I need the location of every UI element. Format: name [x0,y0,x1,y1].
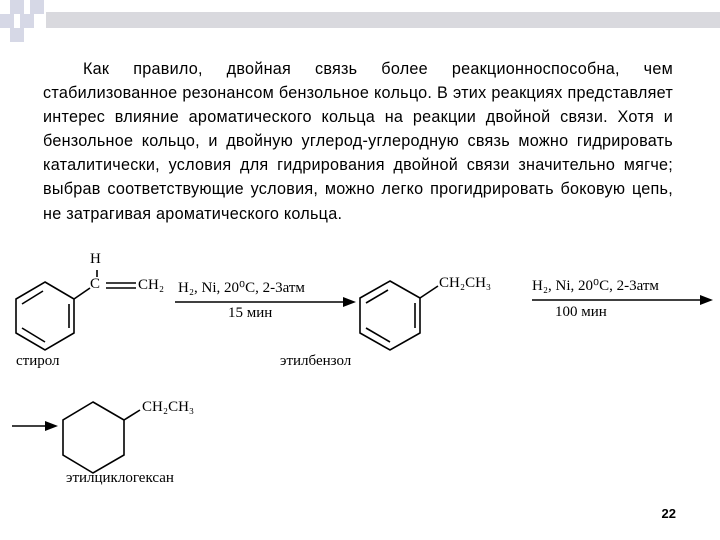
ethylbenzene-name: этилбензол [280,353,352,369]
reaction-scheme [0,250,720,495]
cyclohexane-ring-to-chain-bond [124,410,140,420]
ethylbenzene-inner-double-bond [366,328,390,342]
continuation-arrow-head [45,421,58,431]
step2-conditions: H₂, Ni, 20⁰С, 2-3атм [532,278,659,294]
header-decoration [0,0,720,42]
styrene-ring-to-c-bond [74,288,90,299]
ethylcyclohexane-ethyl-group: CH₂CH₃ [142,399,195,415]
styrene-c-atom: C [90,276,101,292]
ethylbenzene-ring-to-chain-bond [420,286,438,298]
header-square [10,0,24,14]
styrene-name: стирол [16,353,60,369]
ethylcyclohexane-name: этилциклогексан [66,470,174,486]
header-bar [46,12,720,28]
header-square [30,0,44,14]
cyclohexane-ring [63,402,124,473]
styrene-ch2-group: CH₂ [138,277,165,293]
step2-time: 100 мин [555,304,607,320]
step1-time: 15 мин [228,305,273,321]
arrow-head-1 [343,297,356,307]
step1-conditions: H₂, Ni, 20⁰С, 2-3атм [178,280,305,296]
paragraph-text: Как правило, двойная связь более реакционноспособна, чем стабилизованное резонансом бензольное кольцо. В этих реакциях представляет интерес влияние ароматического кольца на реакции двойной связи. Хотя и бензольное кольцо, и двойную углерод-углеродную связь можно гидрировать каталитически, условия для гидрирования двойной связи значительно мягче; выбрав соответствующие условия, можно легко прогидрировать боковую цепь, не затрагивая ароматического кольца. [43,60,673,223]
arrow-head-2 [700,295,713,305]
header-square [20,14,34,28]
page-number: 22 [661,506,676,521]
ethylbenzene-benzene-ring [360,281,420,350]
styrene-inner-double-bond [22,328,45,342]
body-paragraph [43,57,673,226]
header-square [0,14,14,28]
ethylbenzene-ethyl-group: CH₂CH₃ [439,275,492,291]
styrene-h-atom: H [90,251,101,267]
styrene-benzene-ring [16,282,74,350]
header-square [10,28,24,42]
